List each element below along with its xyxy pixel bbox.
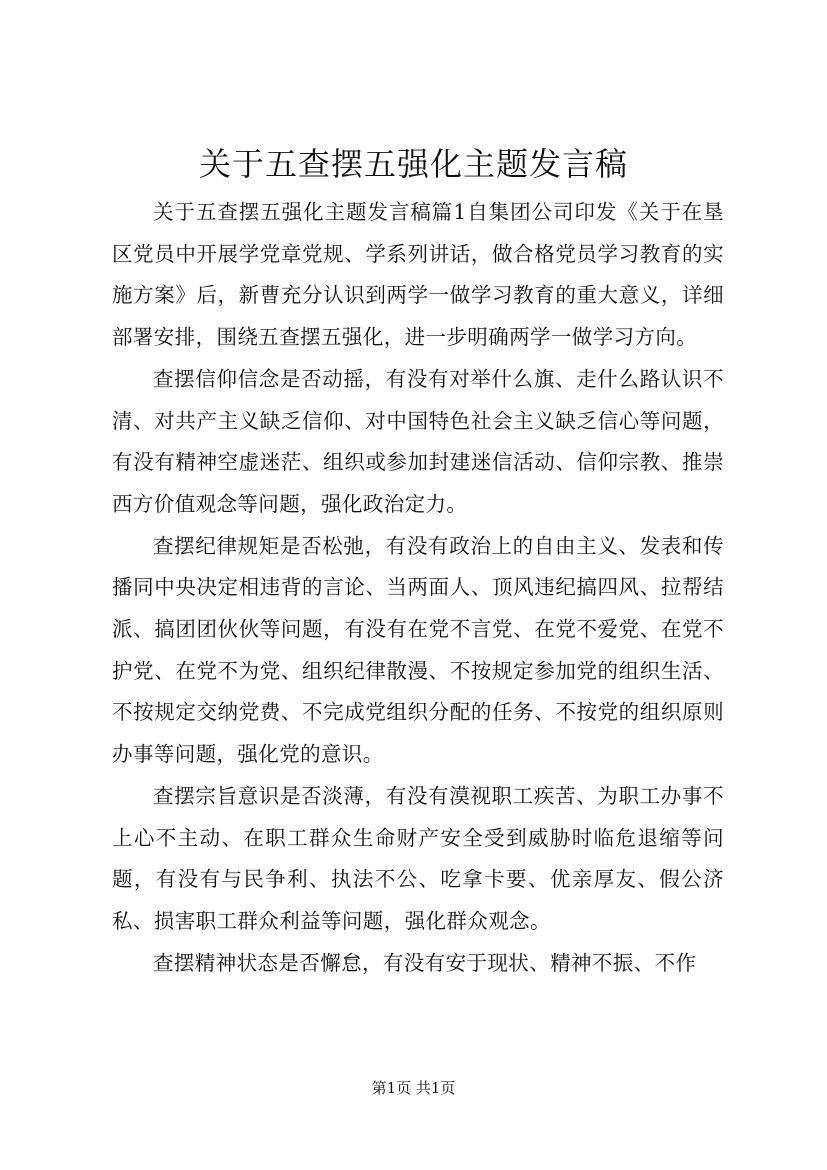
paragraph: 查摆纪律规矩是否松弛，有没有政治上的自由主义、发表和传播同中央决定相违背的言论、当两面人、顶风违纪搞四风、拉帮结派、搞团团伙伙等问题，有没有在党不言党、在党不爱党、在党不护党、在党不为党、组织纪律散漫、不按规定参加党的组织生活、不按规定交纳党费、不完成党组织分配的任务、不按党的组织原则办事等问题，强化党的意识。 — [112, 533, 724, 767]
paragraph: 关于五查摆五强化主题发言稿篇1自集团公司印发《关于在垦区党员中开展学党章党规、学系列讲话，做合格党员学习教育的实施方案》后，新曹充分认识到两学一做学习教育的重大意义，详细部署安排，围绕五查摆五强化，进一步明确两学一做学习方向。 — [112, 200, 724, 350]
document-title: 关于五查摆五强化主题发言稿 — [198, 145, 628, 183]
paragraph: 查摆信仰信念是否动摇，有没有对举什么旗、走什么路认识不清、对共产主义缺乏信仰、对中国特色社会主义缺乏信心等问题，有没有精神空虚迷茫、组织或参加封建迷信活动、信仰宗教、推崇西方价值观念等问题，强化政治定力。 — [112, 366, 724, 516]
paragraph: 查摆宗旨意识是否淡薄，有没有漠视职工疾苦、为职工办事不上心不主动、在职工群众生命财产安全受到威胁时临危退缩等问题，有没有与民争利、执法不公、吃拿卡要、优亲厚友、假公济私、损害职工群众利益等问题，强化群众观念。 — [112, 783, 724, 933]
document-body — [112, 192, 724, 984]
page-number-footer: 第1页 共1页 — [371, 1079, 456, 1097]
paragraph: 查摆精神状态是否懈怠，有没有安于现状、精神不振、不作 — [153, 950, 697, 975]
